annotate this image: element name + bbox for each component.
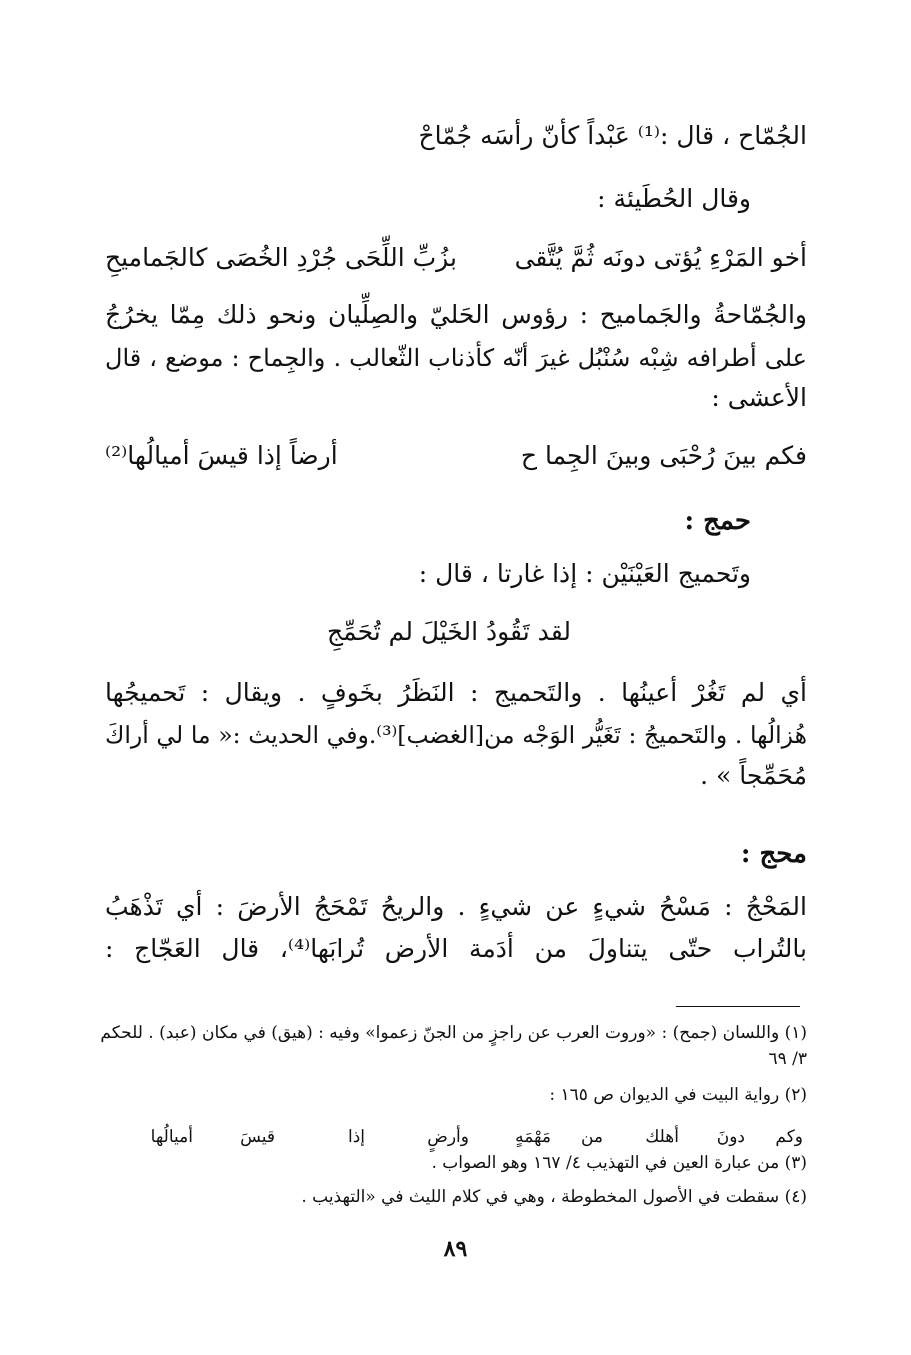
verse-1-first-hemistich: أخو المَرْءِ يُؤتى دونَه ثُمَّ يُتَّقى [514, 243, 807, 272]
text-line-14: بالتُراب حتّى يتناولَ من أدَمة الأرض تُرابَها⁽⁴⁾، قال العَجّاج : [105, 934, 807, 963]
footnote-1: (١) واللسان (جمح) : «وروت العرب عن راجزٍ من الجنّ زعموا» وفيه : (هيق) في مكان (عبد) . للحكم [100, 1023, 807, 1043]
verse-2-second-hemistich: أرضاً إذا قيسَ أميالُها⁽²⁾ [105, 441, 338, 470]
text-line-1: الجُمّاح ، قال :⁽¹⁾ عَبْداً كأنّ رأسَه جُمّاحْ [418, 121, 807, 150]
verse-2-first-hemistich: فكم بينَ رُحْبَى وبينَ الجِما ح [520, 441, 807, 470]
text-line-11: هُزالُها . والتَحميجُ : تَغَيُّر الوَجْه من[الغضب]⁽³⁾.وفي الحديث :« ما لي أراكَ [105, 721, 807, 749]
verse-word: من [580, 1127, 603, 1147]
text-line-9: لقد تَقُودُ الخَيْلَ لم تُحَمِّجِ [327, 617, 571, 646]
text-line-5: على أطرافه شِبْه سُنْبُل غيرَ أنّه كأذناب الثّعالب . والجِماح : موضع ، قال [105, 344, 807, 372]
verse-word: وكم [775, 1127, 803, 1147]
text-line-10: أي لم تَغُرْ أعينُها . والتَحميج : النَظَرُ بخَوفٍ . ويقال : تَحميجُها [105, 678, 807, 707]
footnote-2: (٢) رواية البيت في الديوان ص ١٦٥ : [549, 1085, 807, 1105]
verse-word: إذا [347, 1127, 365, 1147]
verse-word: قيسَ [240, 1127, 275, 1147]
text-line-4: والجُمّاحةُ والجَماميح : رؤوس الحَليّ والصِلِّيان ونحو ذلك مِمّا يخرُجُ [105, 300, 807, 329]
text-line-6: الأعشى : [711, 383, 807, 412]
verse-word: أميالُها [150, 1127, 193, 1147]
footnote-separator [676, 1006, 800, 1007]
text-line-8: وتَحميج العَيْنَيْن : إذا غارتا ، قال : [418, 559, 751, 588]
verse-word: وأرضٍ [427, 1127, 469, 1147]
text-line-12: مُحَمِّجاً » . [700, 761, 807, 790]
footnote-1-cont: ٣/ ٦٩ [768, 1049, 807, 1069]
verse-word: مَهْمَهٍ [515, 1127, 551, 1147]
verse-1-second-hemistich: بزُبِّ اللِّحَى جُرْدِ الخُصَى كالجَماميحِ [105, 243, 457, 272]
footnote-3: (٣) من عبارة العين في التهذيب ٤/ ١٦٧ وهو الصواب . [431, 1153, 807, 1173]
heading-mahaj: محج : [740, 839, 807, 869]
verse-2 [105, 436, 807, 476]
heading-hamaj: حمج : [684, 506, 751, 536]
footnote-4: (٤) سقطت في الأصول المخطوطة ، وهي في كلام الليث في «التهذيب . [301, 1187, 807, 1207]
verse-word: دونَ [716, 1127, 745, 1147]
verse-1 [105, 238, 807, 278]
page-number: ٨٩ [443, 1236, 468, 1262]
text-line-2: وقال الحُطَيئة : [597, 184, 751, 213]
text-line-13: المَحْجُ : مَسْحُ شيءٍ عن شيءٍ . والريحُ تَمْحَجُ الأرضَ : أي تَذْهَبُ [105, 892, 807, 921]
verse-word: أهلك [645, 1127, 679, 1147]
footnote-2-verse [109, 1124, 803, 1150]
